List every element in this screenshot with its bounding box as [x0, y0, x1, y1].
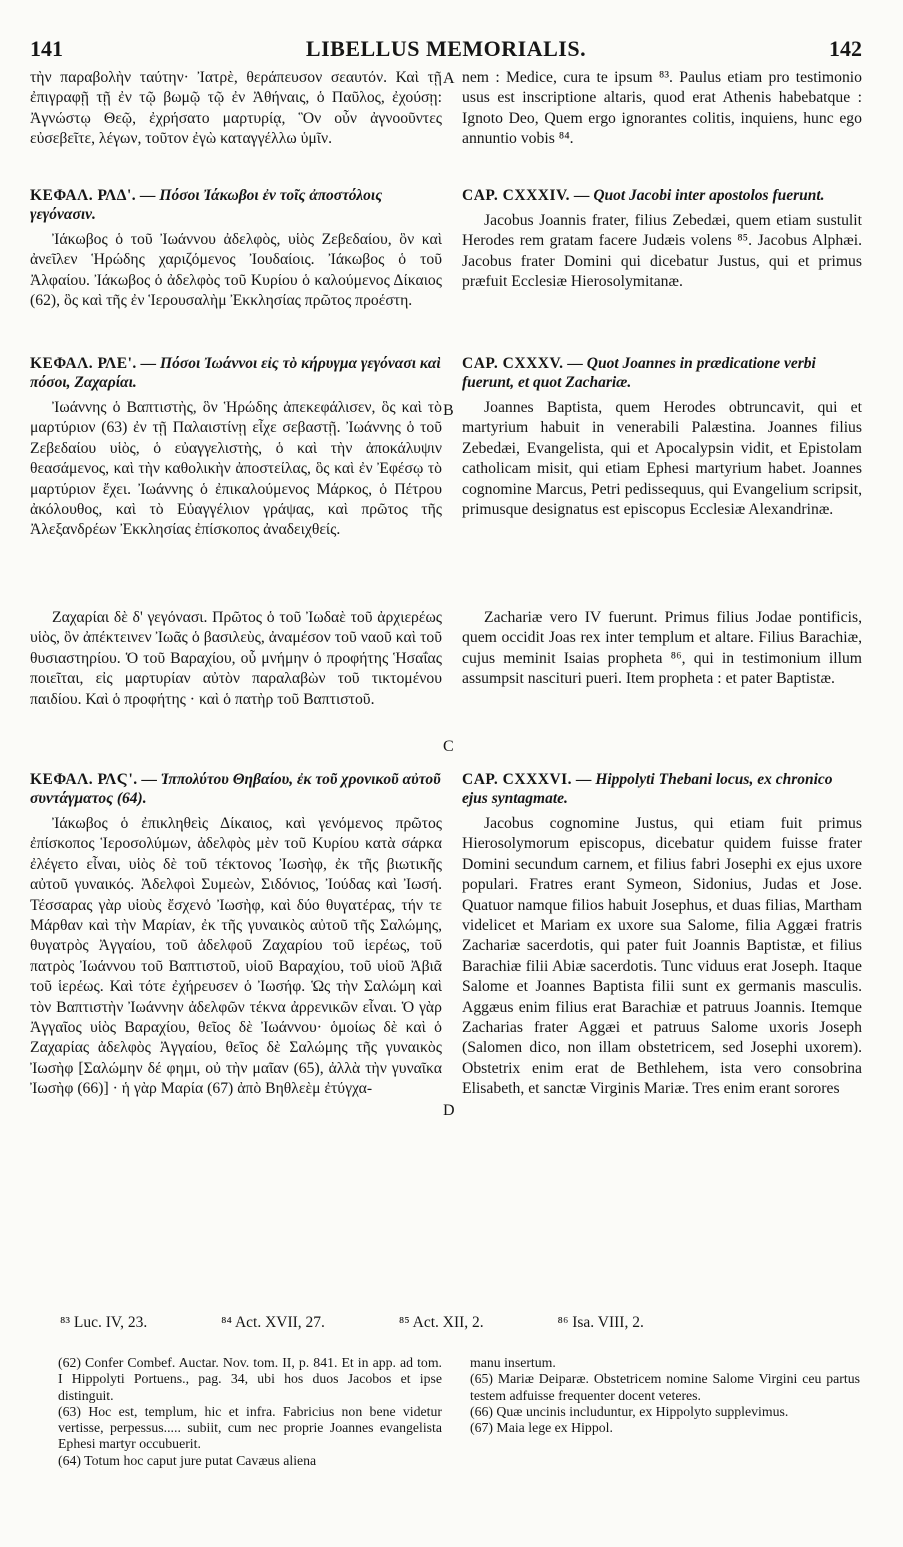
- margin-letter-d: D: [443, 1102, 455, 1119]
- greek-cap136-text: Ἰάκωβος ὁ ἐπικληθεὶς Δίκαιος, καὶ γενόμενος πρῶτος ἐπίσκοπος Ἱεροσολύμων, ἀδελφὸς μὲν τοῦ Κυρίου κατὰ σάρκα ἐλέγετο εἶναι, υἱὸς δὲ τοῦ τέκτονος Ἰωσὴφ, ἐκ τῆς βιωτικῆς αὐτοῦ γυναικός. Ἀδελφοὶ Συμεὼν, Σιδόνιος, Ἰούδας καὶ Ἰωσή. Τέσσαρας γὰρ υἱοὺς ἔσχενὁ Ἰωσὴφ, καὶ δύο θυγατέρας, τήν τε Μάρθαν καὶ τὴν Μαρίαν, ἐκ τῆς γυναικὸς αὐτοῦ τῆς Σαλώμης, θυγατρὸς Ἀγγαίου, τοῦ ἀδελφοῦ Ζαχαρίου τοῦ ἱερέως, τοῦ πατρὸς Ἰωάννου τοῦ Βαπτιστοῦ, υἱοῦ Βαραχίου, τοῦ υἱοῦ Ἀβιᾶ τοῦ ἱερέως. Καὶ τότε ἐχήρευσεν ὁ Ἰωσήφ. Ὡς τὴν Σαλώμη καὶ τὸν Βαπτιστὴν Ἰωάννην ἀδελφῶν τέκνα ἀρρενικῶν εἶναι. Ὁ γὰρ Ἀγγαῖος υἱὸς Βαραχίου, θεῖος δὲ Ἰωάννου· ὁμοίως δὲ καὶ ὁ Ζαχαρίας ἀδελφὸς Ἀγγαίου, θεῖος δὲ Σαλώμης τῆς γυναικὸς Ἰωσὴφ [Σαλώμην δέ φημι, οὐ τὴν μαῖαν (65), ἀλλὰ τὴν γυναῖκα Ἰωσὴφ (66)] · ἡ γὰρ Μαρία (67) ἀπὸ Βηθλεὲμ ἐτύγχα-: [30, 815, 442, 1098]
- page-header: [30, 36, 862, 64]
- scripture-ref: ⁸³ Luc. IV, 23.: [60, 1314, 148, 1331]
- greek-cap136-block: [30, 770, 442, 1100]
- latin-cap134-heading: [462, 186, 862, 205]
- scripture-ref: ⁸⁵ Act. XII, 2.: [398, 1314, 484, 1331]
- greek-cap134-block: [30, 186, 442, 312]
- greek-cap135-text: Ἰωάννης ὁ Βαπτιστὴς, ὃν Ἡρώδης ἀπεκεφάλισεν, ὃς καὶ τὸ μαρτύριον (63) ἐν τῇ Παλαιστίνῃ εἶχε σεβαστῇ. Ἰωάννης ὁ τοῦ Ζεβεδαίου υἱὸς, ὁ εὐαγγελιστὴς, ὁ καὶ τὴν ἀποκάλυψιν θεασάμενος, καὶ τὴν καθολικὴν ἀποστείλας, ὃς καὶ ἐν Ἐφέσῳ τὸ μαρτύριον ἔχει. Ἰωάννης ὁ ἐπικαλούμενος Μάρκος, ὁ Πέτρου ἀκόλουθος, καὶ τὸ Εὐαγγέλιον γράψας, καὶ πρῶτος τῆς Ἀλεξανδρέων Ἐκκλησίας ἐπίσκοπος ἀναδειχθείς.: [30, 399, 442, 539]
- greek-cap136-title: — Ἱππολύτου Θηβαίου, ἐκ τοῦ χρονικοῦ αὐτοῦ συντάγματος (64).: [30, 771, 441, 807]
- greek-cap136-label: ΚΕΦΑΛ. ΡΛϚ'.: [30, 771, 138, 788]
- latin-cap136-title: — Hippolyti Thebani locus, ex chronico ejus syntagmate.: [462, 771, 833, 807]
- page-number-right: 142: [829, 36, 862, 61]
- greek-cap136-heading: [30, 770, 442, 808]
- latin-cap135-title: — Quot Joannes in prædicatione verbi fuerunt, et quot Zachariæ.: [462, 355, 816, 391]
- latin-cap136-label: CAP. CXXXVI.: [462, 771, 573, 788]
- scripture-ref: ⁸⁴ Act. XVII, 27.: [221, 1314, 325, 1331]
- greek-cap134-label: ΚΕΦΑΛ. ΡΛΔ'.: [30, 187, 137, 204]
- footnote-continuation: manu insertum.: [470, 1355, 556, 1370]
- margin-letter-c: C: [443, 738, 454, 755]
- latin-cap136-text: Jacobus cognomine Justus, qui etiam fuit primus Hierosolymorum episcopus, dicebatur quidem fuisse frater Domini secundum carnem, et filius fabri Josephi ex ejus uxore populari. Fratres erant Symeon, Sidonius, Judas et Jose. Quatuor namque filios habuit Josephus, et duas filias, Martham videlicet et Mariam ex uxore sua Salome, filia Aggæi fratris Zachariæ sacerdotis, qui pater fuit Joannis Baptistæ, et filius Barachiæ filii Abiæ sacerdotis. Tunc viduus erat Joseph. Itaque Salome et Joannes Baptista filii sunt ex germanis masculis. Aggæus enim filius erat Barachiæ et patruus Joannis. Itemque Zacharias frater Aggæi et patruus Salome uxoris Joseph (Salomen dico, non illam obstetricem, sed Josephi uxorem). Obstetrix enim erat de Bethlehem, ista vero consobrina Elisabeth, et sanctæ Virginis Mariæ. Tres enim erant sorores: [462, 815, 862, 1098]
- latin-cap134-label: CAP. CXXXIV.: [462, 187, 571, 204]
- footnote: (65) Mariæ Deiparæ. Obstetricem nomine Salome Virgini ceu partus testem adfuisse frequenter docent veteres.: [470, 1371, 860, 1403]
- footnote: (63) Hoc est, templum, hic et infra. Fabricius non bene videtur vertisse, perpessus..... subiit, cum nec proprie Joannes evangelista Ephesi martyr occubuerit.: [58, 1403, 442, 1452]
- greek-cap134-title: — Πόσοι Ἰάκωβοι ἐν τοῖς ἀποστόλοις γεγόνασιν.: [30, 187, 383, 223]
- latin-cap135-heading: [462, 354, 862, 392]
- latin-cap134-text: Jacobus Joannis frater, filius Zebedæi, quem etiam sustulit Herodes rem gratam facere Judæis volens ⁸⁵. Jacobus Alphæi. Jacobus frater Domini qui dicebatur Justus, qui et primus præfuit Ecclesiæ Hierosolymitanæ.: [462, 212, 862, 291]
- latin-cap134-block: [462, 186, 862, 293]
- greek-zachariae-block: [30, 608, 442, 710]
- margin-letter-a: A: [443, 70, 455, 87]
- footnote: (62) Confer Combef. Auctar. Nov. tom. II, p. 841. Et in app. ad tom. I Hippolyti Portuens., pag. 34, ubi hos duos Jacobos et ipse distinguit.: [58, 1355, 442, 1403]
- page-number-left: 141: [30, 36, 63, 61]
- greek-cap134-heading: [30, 186, 442, 224]
- margin-letter-b: B: [443, 402, 454, 419]
- footnote: (67) Maia lege ex Hippol.: [470, 1420, 613, 1436]
- greek-cap135-heading: [30, 354, 442, 392]
- scripture-ref: ⁸⁶ Isa. VIII, 2.: [557, 1314, 644, 1331]
- latin-cap136-heading: [462, 770, 862, 808]
- latin-cap135-block: [462, 354, 862, 520]
- greek-intro-block: [30, 68, 442, 150]
- latin-zachariae-block: [462, 608, 862, 690]
- latin-zachariae-text: Zachariæ vero IV fuerunt. Primus filius Jodae pontificis, quem occidit Joas rex inter templum et altare. Filius Barachiæ, cujus meminit Isaias propheta ⁸⁶, qui in testimonium illum assumpsit nascituri pueri. Item propheta : et pater Baptistæ.: [462, 609, 862, 688]
- latin-cap136-block: [462, 770, 862, 1100]
- footnotes-left: [58, 1355, 442, 1469]
- footnotes-right: [470, 1355, 860, 1436]
- footnote: (64) Totum hoc caput jure putat Cavæus aliena: [58, 1452, 317, 1468]
- footnote: (66) Quæ uncinis includuntur, ex Hippolyto supplevimus.: [470, 1403, 789, 1419]
- latin-intro: nem : Medice, cura te ipsum ⁸³. Paulus etiam pro testimonio usus est inscriptione altaris, quod erat Athenis habebatque : Ignoto Deo, Quem ergo ignorantes colitis, inquiens, hunc ego annuntio vobis ⁸⁴.: [462, 69, 862, 148]
- greek-cap135-block: [30, 354, 442, 541]
- greek-cap135-title: — Πόσοι Ἰωάννοι εἰς τὸ κήρυγμα γεγόνασι καὶ πόσοι, Ζαχαρίαι.: [30, 355, 441, 391]
- latin-cap135-label: CAP. CXXXV.: [462, 355, 564, 372]
- latin-cap135-text: Joannes Baptista, quem Herodes obtruncavit, qui et martyrium habuit in venerabili Palæstina. Joannes filius Zebedæi, Evangelista, qui et Apocalypsin vidit, et Epistolam catholicam misit, qui etiam Ephesi martyrium habet. Joannes cognomine Marcus, Petri pedissequus, qui Evangelium scripsit, primusque designatus est episcopus Ecclesiæ Alexandrinæ.: [462, 399, 862, 519]
- greek-cap135-label: ΚΕΦΑΛ. ΡΛΕ'.: [30, 355, 137, 372]
- running-title: LIBELLUS MEMORIALIS.: [305, 36, 587, 61]
- greek-cap134-text: Ἰάκωβος ὁ τοῦ Ἰωάννου ἀδελφὸς, υἱὸς Ζεβεδαίου, ὃν καὶ ἀνεῖλεν Ἡρώδης χαριζόμενος Ἰουδαίοις. Ἰάκωβος ὁ τοῦ Ἀλφαίου. Ἰάκωβος ὁ ἀδελφὸς τοῦ Κυρίου ὁ καλούμενος Δίκαιος (62), ὃς καὶ τῆς ἐν Ἱερουσαλὴμ Ἐκκλησίας πρῶτος προέστη.: [30, 231, 442, 310]
- latin-cap134-title: — Quot Jacobi inter apostolos fuerunt.: [573, 187, 825, 204]
- latin-intro-block: [462, 68, 862, 150]
- scripture-references: [60, 1314, 860, 1332]
- greek-zachariae-text: Ζαχαρίαι δὲ δ' γεγόνασι. Πρῶτος ὁ τοῦ Ἰωδαὲ τοῦ ἀρχιερέως υἱὸς, ὃν ἀπέκτεινεν Ἰωᾶς ὁ βασιλεὺς, ἀναμέσον τοῦ ναοῦ καὶ τοῦ θυσιαστηρίου. Ὁ τοῦ Βαραχίου, οὗ μνήμην ὁ προφήτης Ἡσαΐας ποιεῖται, εἰς μαρτυρίαν αὐτὸν παραλαβὼν τοῦ τικτομένου παιδίου. Καὶ ὁ προφήτης · καὶ ὁ πατὴρ τοῦ Βαπτιστοῦ.: [30, 609, 442, 708]
- greek-intro: τὴν παραβολὴν ταύτην· Ἰατρὲ, θεράπευσον σεαυτόν. Καὶ τῇ ἐπιγραφῇ τῇ ἐν τῷ βωμῷ τῷ ἐν Ἀθήναις, ὁ Παῦλος, ἐχούσῃ: Ἀγνώστῳ Θεῷ, ἐχρήσατο μαρτυρίᾳ, Ὃν οὖν ἀγνοοῦντες εὐσεβεῖτε, λέγων, τοῦτον ἐγὼ καταγγέλλω ὑμῖν.: [30, 69, 442, 148]
